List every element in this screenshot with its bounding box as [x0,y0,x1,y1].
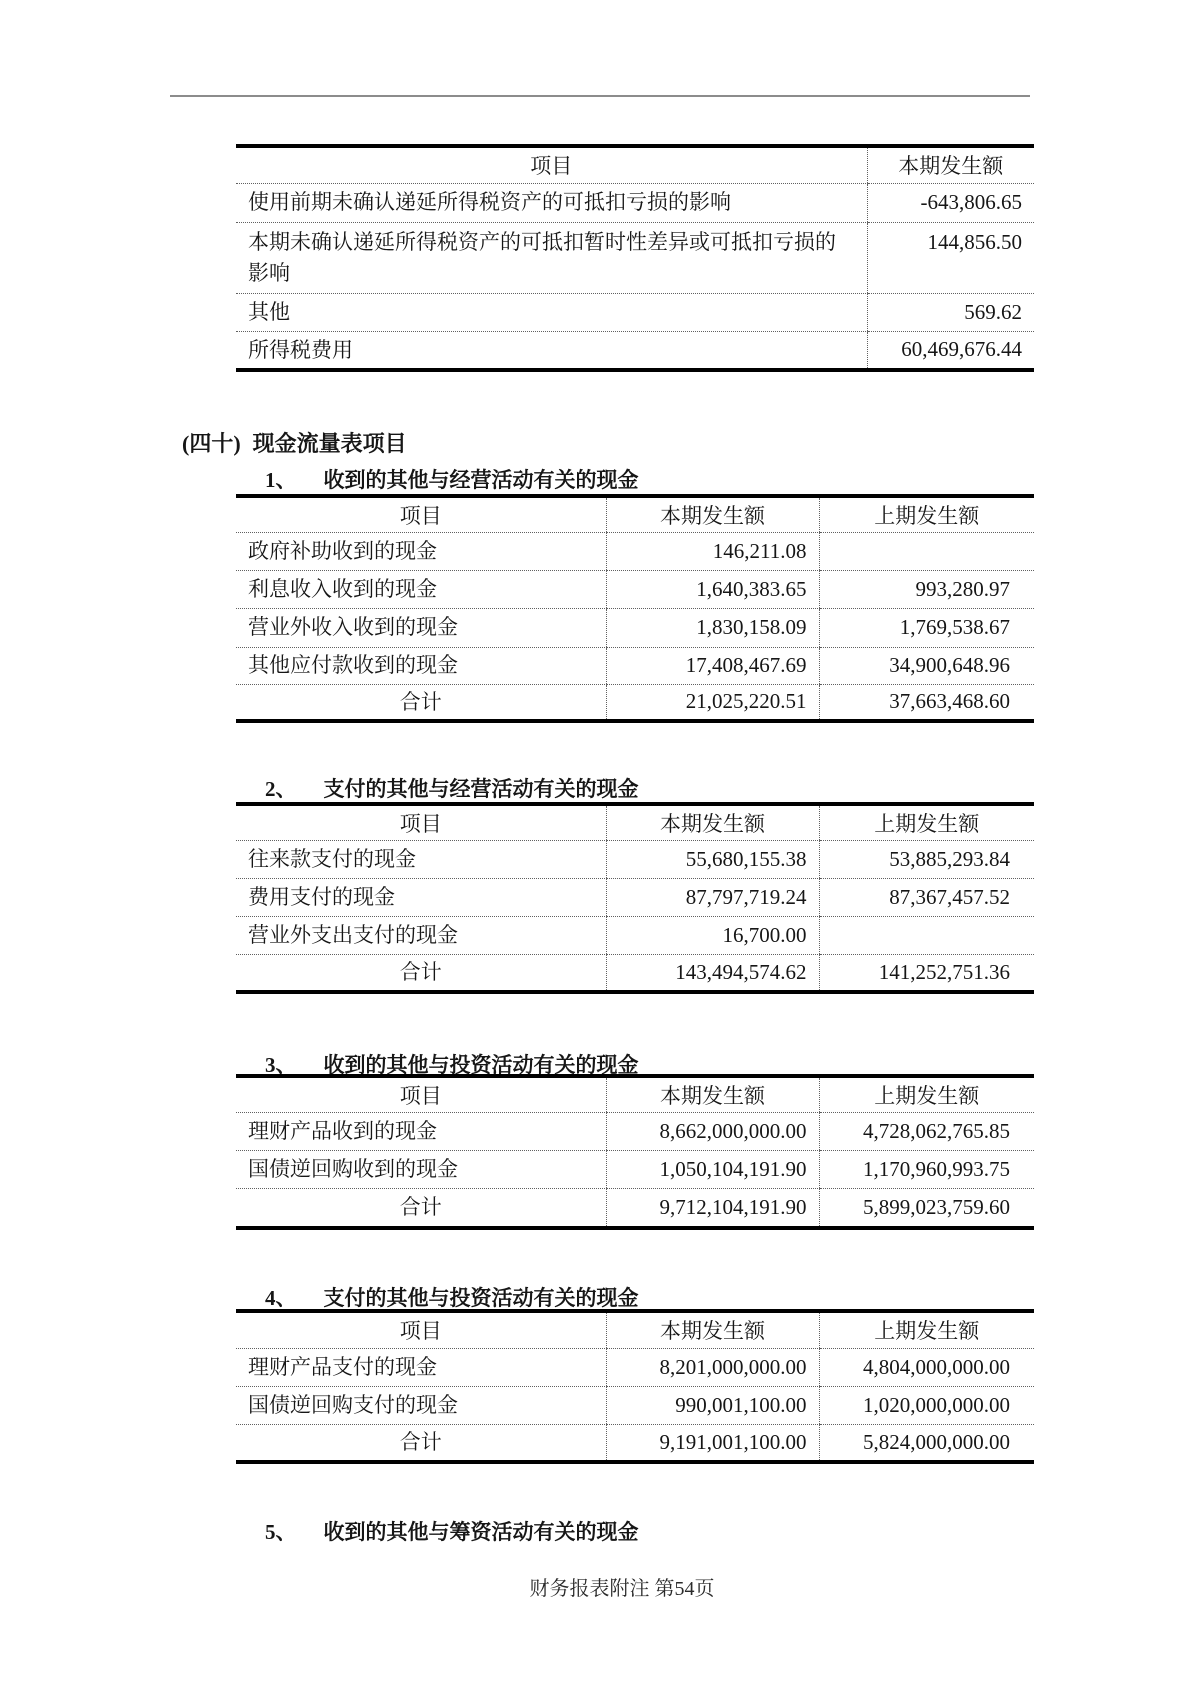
prior-value-cell: 993,280.97 [819,570,1034,608]
current-value-cell: 146,211.08 [606,532,819,570]
total-label-cell: 合计 [399,689,442,714]
column-header-item: 项目 [236,1311,606,1348]
table-header-row [236,496,1034,532]
table-row [236,840,1034,878]
current-value-cell: 87,797,719.24 [606,878,819,916]
item-cell: 营业外收入收到的现金 [236,608,606,647]
table-row [236,222,1034,293]
item-cell: 营业外支出支付的现金 [236,916,606,954]
item-cell: 其他 [236,293,867,331]
current-value-cell: 1,050,104,191.90 [606,1150,819,1188]
current-value-cell: 16,700.00 [606,916,819,954]
prior-value-cell: 4,804,000,000.00 [819,1348,1034,1386]
prior-value-cell: 1,020,000,000.00 [819,1386,1034,1424]
column-header-item: 项目 [236,496,606,532]
prior-value-cell: 1,170,960,993.75 [819,1150,1034,1188]
header-rule [170,95,1030,97]
current-value-cell: 1,830,158.09 [606,608,819,647]
page-footer: 财务报表附注 第54页 [529,1578,715,1600]
current-value-cell: -643,806.65 [867,183,1034,222]
item-cell: 理财产品支付的现金 [236,1348,606,1386]
subsection-number: 4、 [265,1286,297,1310]
table-row [236,183,1034,222]
column-header-prior-period: 上期发生额 [819,1311,1034,1348]
table-row [236,1348,1034,1386]
section-number: (四十) [182,431,241,456]
item-cell: 国债逆回购收到的现金 [236,1150,606,1188]
total-label-cell: 合计 [399,1430,442,1455]
current-value-cell: 143,494,574.62 [606,954,819,992]
column-header-prior-period: 上期发生额 [819,804,1034,840]
item-cell: 使用前期未确认递延所得税资产的可抵扣亏损的影响 [236,183,867,222]
item-cell: 利息收入收到的现金 [236,570,606,608]
item-cell: 理财产品收到的现金 [236,1112,606,1150]
total-row [236,1424,1034,1462]
total-row [236,1188,1034,1228]
table-row [236,1112,1034,1150]
table-row [236,331,1034,370]
table-header-row [236,1076,1034,1112]
column-header-current-period: 本期发生额 [606,1311,819,1348]
prior-value-cell: 4,728,062,765.85 [819,1112,1034,1150]
current-value-cell: 144,856.50 [867,222,1034,293]
subsection-number: 3、 [265,1053,297,1077]
item-cell: 其他应付款收到的现金 [236,647,606,684]
table-row [236,1150,1034,1188]
subsection-number: 5、 [265,1520,297,1544]
subsection-title: 收到的其他与投资活动有关的现金 [323,1053,639,1077]
table-header-row [236,1311,1034,1348]
subsection-heading-4 [265,1282,639,1312]
current-value-cell: 8,201,000,000.00 [606,1348,819,1386]
prior-value-cell [819,532,1034,570]
subsection-heading-5 [265,1516,639,1546]
item-cell: 本期未确认递延所得税资产的可抵扣暂时性差异或可抵扣亏损的影响 [236,222,867,293]
prior-value-cell: 5,899,023,759.60 [819,1188,1034,1228]
prior-value-cell: 5,824,000,000.00 [819,1424,1034,1462]
table-row [236,878,1034,916]
current-value-cell: 60,469,676.44 [867,331,1034,370]
prior-value-cell: 87,367,457.52 [819,878,1034,916]
column-header-item: 项目 [236,1076,606,1112]
column-header-current-period: 本期发生额 [606,804,819,840]
table-row [236,647,1034,684]
table-row [236,608,1034,647]
current-value-cell: 55,680,155.38 [606,840,819,878]
column-header-prior-period: 上期发生额 [819,1076,1034,1112]
table-row [236,1386,1034,1424]
column-header-current-period: 本期发生额 [867,146,1034,183]
current-value-cell: 8,662,000,000.00 [606,1112,819,1150]
column-header-item: 项目 [236,146,867,183]
subsection-number: 2、 [265,777,297,801]
prior-value-cell [819,916,1034,954]
item-cell: 往来款支付的现金 [236,840,606,878]
table-row [236,532,1034,570]
current-value-cell: 9,191,001,100.00 [606,1424,819,1462]
subsection-title: 支付的其他与经营活动有关的现金 [323,777,639,801]
current-value-cell: 9,712,104,191.90 [606,1188,819,1228]
subsection-heading-2 [265,773,639,803]
subsection-title: 收到的其他与经营活动有关的现金 [323,468,639,492]
table-row [236,293,1034,331]
section-heading [182,427,407,458]
table-header-row [236,804,1034,840]
prior-value-cell: 37,663,468.60 [819,684,1034,721]
income-tax-expense-table [236,144,1034,372]
total-row [236,954,1034,992]
operating-payments-table [236,802,1034,994]
total-label-cell: 合计 [399,1195,442,1220]
subsection-heading-1 [265,464,639,494]
subsection-number: 1、 [265,468,297,492]
subsection-title: 收到的其他与筹资活动有关的现金 [323,1520,639,1544]
table-row [236,916,1034,954]
item-cell: 国债逆回购支付的现金 [236,1386,606,1424]
prior-value-cell: 1,769,538.67 [819,608,1034,647]
current-value-cell: 990,001,100.00 [606,1386,819,1424]
current-value-cell: 1,640,383.65 [606,570,819,608]
column-header-current-period: 本期发生额 [606,496,819,532]
item-cell: 所得税费用 [248,337,353,362]
prior-value-cell: 141,252,751.36 [819,954,1034,992]
current-value-cell: 17,408,467.69 [606,647,819,684]
column-header-prior-period: 上期发生额 [819,496,1034,532]
table-header-row [236,146,1034,183]
total-row [236,684,1034,721]
prior-value-cell: 34,900,648.96 [819,647,1034,684]
column-header-item: 项目 [236,804,606,840]
table-row [236,570,1034,608]
current-value-cell: 21,025,220.51 [606,684,819,721]
investing-payments-table [236,1309,1034,1464]
subsection-title: 支付的其他与投资活动有关的现金 [323,1286,639,1310]
item-cell: 费用支付的现金 [236,878,606,916]
operating-receipts-table [236,494,1034,723]
total-label-cell: 合计 [399,960,442,985]
current-value-cell: 569.62 [867,293,1034,331]
investing-receipts-table [236,1074,1034,1230]
item-cell: 政府补助收到的现金 [236,532,606,570]
prior-value-cell: 53,885,293.84 [819,840,1034,878]
column-header-current-period: 本期发生额 [606,1076,819,1112]
section-title: 现金流量表项目 [252,431,407,456]
